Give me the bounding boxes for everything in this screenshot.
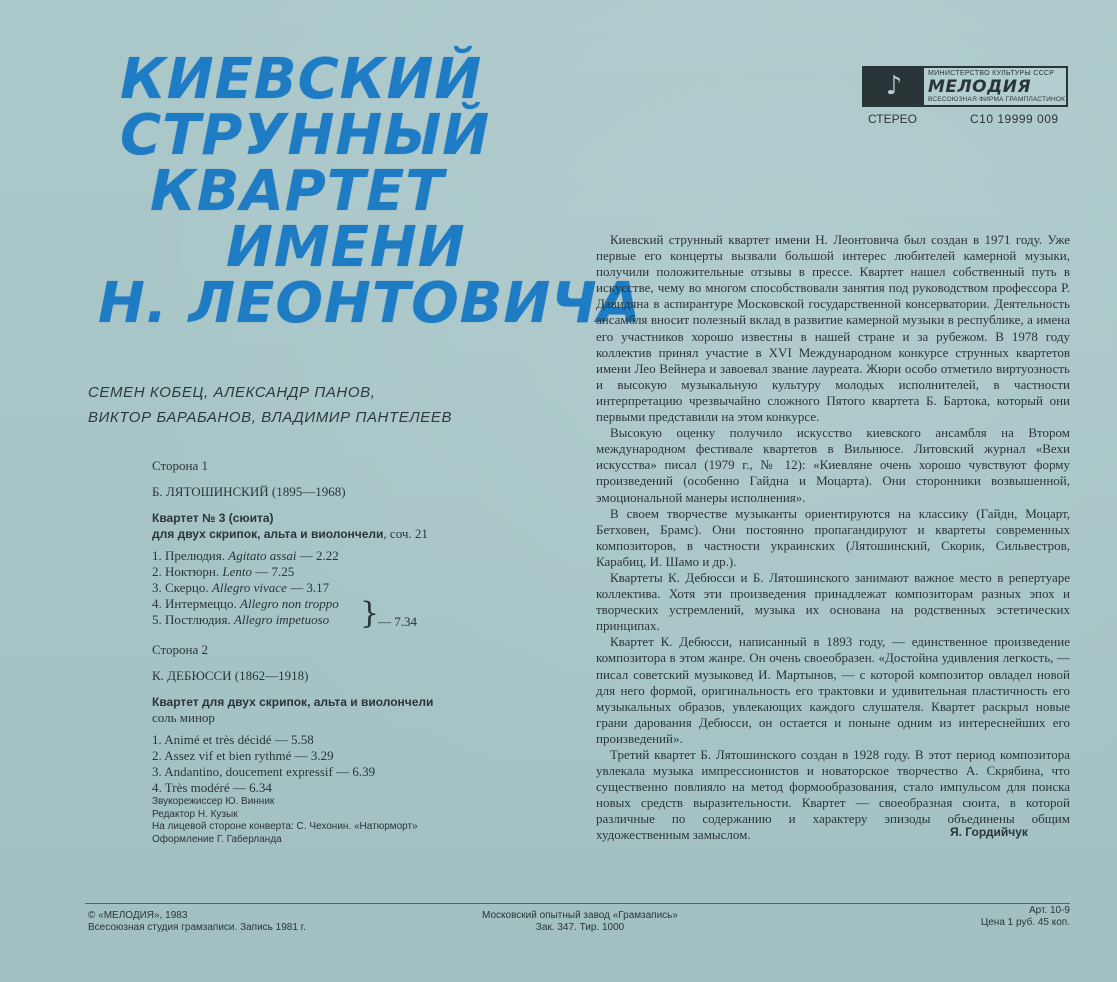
side-1-work-opus: , соч. 21	[383, 526, 428, 541]
track-title: 4. Интермеццо.	[152, 596, 237, 611]
track-tempo: Lento	[222, 564, 253, 579]
production-credits	[152, 796, 418, 846]
liner-paragraph: Квартеты К. Дебюсси и Б. Лятошинского занимают важное место в репертуаре коллектива. Хотя эти произведения принадлежат композиторам разных эпох и творческих устремлений, музыка их основана на родственных эстетических принципах.	[596, 569, 1070, 634]
footer-plant-line: Московский опытный завод «Грамзапись»	[482, 910, 678, 921]
liner-paragraph: В своем творчестве музыканты ориентируются на классику (Гайдн, Моцарт, Бетховен, Брамс). Они постоянно пропагандируют и квартеты современных композиторов, в частности украинских (Лятошинский, Скорик, Сильвестров, Карабиц, И. Шамо и др.).	[596, 505, 1070, 569]
track-duration: — 2.22	[299, 548, 339, 563]
catalog-number: С10 19999 009	[970, 112, 1059, 126]
track-title: 4. Très modéré	[152, 780, 230, 795]
track-tempo: Allegro vivace	[211, 580, 287, 595]
side-2-tracks	[152, 732, 512, 796]
melodiya-logo	[862, 66, 1068, 107]
track-title: 3. Скерцо.	[152, 580, 209, 595]
title-line-4: ИМЕНИ	[226, 215, 466, 280]
track-duration: — 3.29	[294, 748, 334, 763]
credit-line: На лицевой стороне конверта: С. Чехонин. «Натюрморт»	[152, 821, 418, 832]
track-title: 3. Andantino, doucement expressif	[152, 764, 333, 779]
credit-line: Редактор Н. Кузык	[152, 808, 238, 820]
side-2-work-title	[152, 694, 512, 726]
liner-notes	[596, 232, 1070, 844]
program-listing	[152, 458, 512, 796]
title-line-3: КВАРТЕТ	[150, 159, 445, 224]
logo-subtitle-text: ВСЕСОЮЗНАЯ ФИРМА ГРАМПЛАСТИНОК	[928, 96, 1066, 103]
footer-price	[930, 905, 1070, 929]
side-1-work-title	[152, 510, 512, 542]
track-list-item	[152, 732, 512, 748]
track-tempo: Allegro impetuoso	[233, 612, 330, 627]
title-line-1: КИЕВСКИЙ	[120, 47, 483, 112]
track-title: 2. Ноктюрн.	[152, 564, 220, 579]
side-1-tracks	[152, 548, 512, 631]
track-list-item	[152, 780, 512, 796]
combined-duration: — 7.34	[378, 614, 417, 629]
liner-paragraph: Третий квартет Б. Лятошинского создан в 1928 году. В этот период композитора увлекала музыка импрессионистов и новаторское творчество А. Скрябина, что существенно повлияло на метод формообразования, стало импульсом для поиска новых средств выразительности. Квартет — своеобразная сюита, в которой различные по содержанию и характеру эпизоды объединены общим художественным замыслом.	[596, 747, 1070, 843]
footer-divider	[85, 903, 1070, 904]
side-1-work-line-1: Квартет № 3 (сюита)	[152, 511, 274, 525]
credit-line: Звукорежиссер Ю. Винник	[152, 796, 275, 807]
title-line-2: СТРУННЫЙ	[120, 103, 491, 168]
track-list-item	[152, 596, 512, 612]
track-duration: — 5.58	[274, 732, 314, 747]
track-title: 1. Прелюдия.	[152, 548, 225, 563]
track-title: 1. Animé et très décidé	[152, 732, 272, 747]
footer-copyright	[88, 910, 306, 934]
performers-line-2: ВИКТОР БАРАБАНОВ, ВЛАДИМИР ПАНТЕЛЕЕВ	[88, 409, 453, 426]
album-title	[98, 47, 642, 336]
footer-price-line: Цена 1 руб. 45 коп.	[980, 917, 1070, 928]
side-2-composer: К. ДЕБЮССИ (1862—1918)	[152, 668, 309, 683]
logo-brand-text: МЕЛОДИЯ	[928, 77, 1032, 97]
track-tempo: Allegro non troppo	[240, 596, 339, 611]
side-2-work-line-1: Квартет для двух скрипок, альта и виолончели	[152, 695, 434, 709]
track-duration: — 3.17	[290, 580, 330, 595]
footer-plant	[470, 910, 690, 934]
track-duration: — 6.34	[232, 780, 272, 795]
liner-paragraph: Киевский струнный квартет имени Н. Леонтовича был создан в 1971 году. Уже первые его концерты вызвали большой интерес любителей камерной музыки, получили положительные отзывы в прессе. Квартет нашел собственный путь в искусстве, чему во многом способствовали занятия под руководством профессора Р. Давидяна в аспирантуре Московской государственной консерватории. Деятельность ансамбля вносит полезный вклад в развитие камерной музыки в республике, а имена его участников хорошо известны в нашей стране и за рубежом. В 1978 году коллектив принял участие в XVI Международном конкурсе струнных квартетов имени Лео Вейнера и завоевал звание лауреата. Жюри особо отметило виртуозность и высокую музыкальную культуру молодых исполнителей, в частности интерпретацию чрезвычайно сложного Пятого квартета Б. Бартока, который они первыми представили на этом конкурсе.	[596, 232, 1070, 425]
track-tempo: Agitato assai	[228, 548, 297, 563]
track-duration: — 7.25	[255, 564, 295, 579]
melodiya-emblem-icon: ♪	[864, 68, 924, 105]
track-list-item	[152, 564, 512, 580]
footer-copyright-line: © «МЕЛОДИЯ», 1983	[88, 910, 188, 921]
side-2-label: Сторона 2	[152, 642, 208, 657]
footer-order-line: Зак. 347. Тир. 1000	[535, 922, 625, 933]
title-line-5: Н. ЛЕОНТОВИЧА	[98, 271, 642, 336]
track-list-item	[152, 764, 512, 780]
liner-author: Я. Гордийчук	[950, 825, 1028, 839]
performers	[88, 380, 452, 430]
track-title: 5. Постлюдия.	[152, 612, 231, 627]
track-title: 2. Assez vif et bien rythmé	[152, 748, 292, 763]
track-duration: — 6.39	[336, 764, 376, 779]
stereo-label: СТЕРЕО	[868, 112, 917, 126]
side-1-composer: Б. ЛЯТОШИНСКИЙ (1895—1968)	[152, 484, 346, 499]
side-1-work-line-2: для двух скрипок, альта и виолончели	[152, 527, 384, 541]
brace-mark: }	[360, 596, 380, 631]
side-1-label: Сторона 1	[152, 458, 208, 473]
performers-line-1: СЕМЕН КОБЕЦ, АЛЕКСАНДР ПАНОВ,	[88, 384, 376, 401]
track-list-item	[152, 748, 512, 764]
credit-line: Оформление Г. Габерланда	[152, 833, 282, 845]
footer-article-line: Арт. 10-9	[1028, 905, 1070, 916]
liner-paragraph: Высокую оценку получило искусство киевского ансамбля на Втором международном фестивале квартетов в Вильнюсе. Литовский журнал «Вехи искусства» писал (1979 г., № 12): «Киевляне очень хорошо чувствуют форму произведений (особенно Гайдна и Моцарта). Они сторонники возвышенной, эмоциональной манеры исполнения».	[596, 425, 1070, 505]
liner-paragraph: Квартет К. Дебюсси, написанный в 1893 году, — единственное произведение композитора в этом жанре. Он очень своеобразен. «Достойна удивления легкость, — писал советский музыковед И. Мартынов, — с которой композитор овладел новой для него формой, оригинальность его трактовки и удивительная пластичность его музыкальных образов, увлекающих каждого слушателя. Квартет раскрыл новые грани дарования Дебюсси, он остается и поныне одним из интереснейших его произведений».	[596, 634, 1070, 746]
track-list-item	[152, 580, 512, 596]
side-2-work-line-2: соль минор	[152, 710, 215, 725]
logo-ministry-text: МИНИСТЕРСТВО КУЛЬТУРЫ СССР	[928, 70, 1055, 77]
track-list-item	[152, 548, 512, 564]
footer-studio-line: Всесоюзная студия грамзаписи. Запись 1981 г.	[88, 922, 306, 933]
